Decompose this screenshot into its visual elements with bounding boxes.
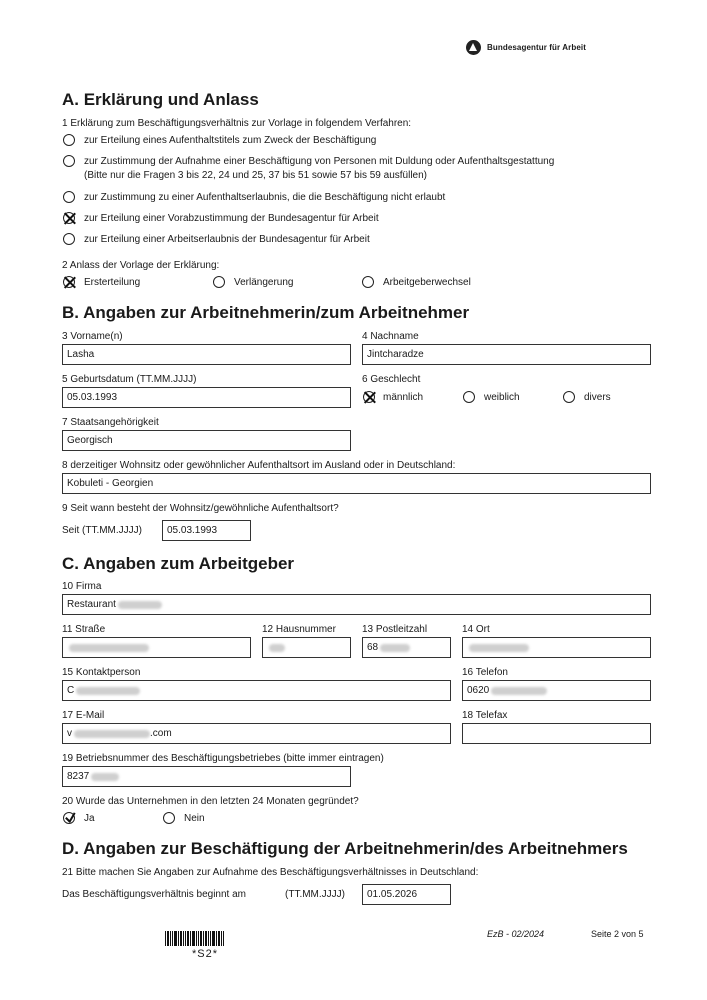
procedure-option-5-label: zur Erteilung einer Arbeitserlaubnis der Bundesagentur für Arbeit bbox=[84, 234, 370, 245]
barcode-bar bbox=[216, 931, 217, 946]
procedure-option-2-label: zur Zustimmung der Aufnahme einer Beschäftigung von Personen mit Duldung oder Aufenthaltsgestattung bbox=[84, 156, 555, 167]
reason-first-issue-radio[interactable] bbox=[63, 276, 75, 288]
procedure-option-3-radio[interactable] bbox=[63, 191, 75, 203]
nationality-label: 7 Staatsangehörigkeit bbox=[62, 417, 159, 428]
barcode-bar bbox=[223, 931, 224, 946]
redacted-mark bbox=[69, 644, 149, 652]
reason-first-issue-label: Ersterteilung bbox=[84, 277, 141, 288]
barcode-bar bbox=[208, 931, 209, 946]
question-1-label: 1 Erklärung zum Beschäftigungsverhältnis zur Vorlage in folgendem Verfahren: bbox=[62, 118, 412, 129]
agency-logo-icon bbox=[466, 40, 481, 55]
first-name-value: Lasha bbox=[67, 349, 95, 360]
founded-no-label: Nein bbox=[184, 813, 205, 824]
reason-employer-change-radio[interactable] bbox=[362, 276, 374, 288]
first-name-label: 3 Vorname(n) bbox=[62, 331, 123, 342]
barcode-bar bbox=[185, 931, 186, 946]
gender-diverse-radio[interactable] bbox=[563, 391, 575, 403]
section-a-title: A. Erklärung und Anlass bbox=[62, 90, 259, 109]
company-label: 10 Firma bbox=[62, 581, 102, 592]
dob-value: 05.03.1993 bbox=[67, 392, 118, 403]
procedure-option-3-label: zur Zustimmung zu einer Aufenthaltserlaubnis, die die Beschäftigung nicht erlaubt bbox=[84, 192, 446, 203]
zip-field[interactable] bbox=[362, 637, 451, 658]
redacted-mark bbox=[91, 773, 119, 781]
nationality-field[interactable] bbox=[62, 430, 351, 451]
founded-no-radio[interactable] bbox=[163, 812, 175, 824]
gender-diverse-label: divers bbox=[584, 392, 611, 403]
zip-value: 68 bbox=[367, 642, 379, 653]
residence-since-label: Seit (TT.MM.JJJJ) bbox=[62, 525, 142, 536]
betriebsnummer-field[interactable] bbox=[62, 766, 351, 787]
barcode-text: *S2* bbox=[192, 948, 219, 960]
reason-extension-label: Verlängerung bbox=[234, 277, 294, 288]
gender-female-label: weiblich bbox=[484, 392, 520, 403]
agency-logo-text: Bundesagentur für Arbeit bbox=[487, 43, 586, 52]
residence-value: Kobuleti - Georgien bbox=[67, 478, 154, 489]
procedure-option-4-label: zur Erteilung einer Vorabzustimmung der Bundesagentur für Arbeit bbox=[84, 213, 379, 224]
question-21-label: 21 Bitte machen Sie Angaben zur Aufnahme des Beschäftigungsverhältnisses in Deutschland: bbox=[62, 867, 479, 878]
city-field[interactable] bbox=[462, 637, 651, 658]
barcode-bar bbox=[183, 931, 184, 946]
redacted-mark bbox=[469, 644, 529, 652]
phone-value: 0620 bbox=[467, 685, 490, 696]
redacted-mark bbox=[491, 687, 547, 695]
barcode-bar bbox=[203, 931, 204, 946]
founded-yes-radio[interactable] bbox=[63, 812, 75, 824]
barcode-bar bbox=[196, 931, 197, 946]
employment-start-value: 01.05.2026 bbox=[367, 889, 418, 900]
barcode-bar bbox=[190, 931, 191, 946]
employment-start-field[interactable] bbox=[362, 884, 451, 905]
form-code: EzB - 02/2024 bbox=[487, 929, 545, 939]
section-d-title: D. Angaben zur Beschäftigung der Arbeitnehmerin/des Arbeitnehmers bbox=[62, 839, 628, 858]
phone-label: 16 Telefon bbox=[462, 667, 508, 678]
barcode-bar bbox=[172, 931, 173, 946]
email-value-start: v bbox=[67, 728, 72, 739]
street-label: 11 Straße bbox=[62, 624, 106, 635]
city-label: 14 Ort bbox=[462, 624, 490, 635]
redacted-mark bbox=[118, 601, 162, 609]
section-c-title: C. Angaben zum Arbeitgeber bbox=[62, 554, 295, 573]
dob-field[interactable] bbox=[62, 387, 351, 408]
contact-value: C bbox=[67, 685, 75, 696]
email-label: 17 E-Mail bbox=[62, 710, 105, 721]
founded-question: 20 Wurde das Unternehmen in den letzten 24 Monaten gegründet? bbox=[62, 796, 359, 807]
reason-employer-change-label: Arbeitgeberwechsel bbox=[383, 277, 471, 288]
residence-since-value: 05.03.1993 bbox=[167, 525, 218, 536]
gender-male-label: männlich bbox=[383, 392, 424, 403]
procedure-option-2-radio[interactable] bbox=[63, 155, 75, 167]
residence-since-question: 9 Seit wann besteht der Wohnsitz/gewöhnliche Aufenthaltsort? bbox=[62, 503, 339, 514]
email-field[interactable] bbox=[62, 723, 451, 744]
procedure-option-5-radio[interactable] bbox=[63, 233, 75, 245]
betriebsnummer-label: 19 Betriebsnummer des Beschäftigungsbetriebes (bitte immer eintragen) bbox=[62, 753, 384, 764]
employment-start-format: (TT.MM.JJJJ) bbox=[285, 889, 345, 900]
barcode-bar bbox=[170, 931, 171, 946]
barcode-bar bbox=[180, 931, 182, 946]
residence-label: 8 derzeitiger Wohnsitz oder gewöhnlicher Aufenthaltsort im Ausland oder in Deutschland: bbox=[62, 460, 456, 471]
barcode-bar bbox=[200, 931, 202, 946]
employment-start-label: Das Beschäftigungsverhältnis beginnt am bbox=[62, 889, 246, 900]
first-name-field[interactable] bbox=[62, 344, 351, 365]
redacted-mark bbox=[74, 730, 150, 738]
company-field[interactable] bbox=[62, 594, 651, 615]
zip-label: 13 Postleitzahl bbox=[362, 624, 428, 635]
gender-label: 6 Geschlecht bbox=[362, 374, 421, 385]
house-number-label: 12 Hausnummer bbox=[262, 624, 336, 635]
agency-logo bbox=[466, 40, 586, 55]
reason-extension-radio[interactable] bbox=[213, 276, 225, 288]
barcode bbox=[165, 931, 245, 946]
residence-since-field[interactable] bbox=[162, 520, 251, 541]
street-field[interactable] bbox=[62, 637, 251, 658]
barcode-bar bbox=[187, 931, 189, 946]
barcode-bar bbox=[218, 931, 220, 946]
barcode-bar bbox=[210, 931, 211, 946]
page-number: Seite 2 von 5 bbox=[591, 929, 644, 939]
gender-female-radio[interactable] bbox=[463, 391, 475, 403]
residence-field[interactable] bbox=[62, 473, 651, 494]
founded-yes-label: Ja bbox=[84, 813, 95, 824]
betriebsnummer-value: 8237 bbox=[67, 771, 90, 782]
redacted-mark bbox=[76, 687, 140, 695]
section-b-title: B. Angaben zur Arbeitnehmerin/zum Arbeitnehmer bbox=[62, 303, 470, 322]
barcode-bar bbox=[174, 931, 177, 946]
barcode-bar bbox=[221, 931, 222, 946]
contact-label: 15 Kontaktperson bbox=[62, 667, 141, 678]
email-value-end: .com bbox=[150, 728, 172, 739]
fax-label: 18 Telefax bbox=[462, 710, 508, 721]
barcode-bar bbox=[192, 931, 195, 946]
nationality-value: Georgisch bbox=[67, 435, 113, 446]
dob-label: 5 Geburtsdatum (TT.MM.JJJJ) bbox=[62, 374, 197, 385]
house-number-field[interactable] bbox=[262, 637, 351, 658]
gender-male-radio[interactable] bbox=[363, 391, 375, 403]
question-2-label: 2 Anlass der Vorlage der Erklärung: bbox=[62, 260, 220, 271]
procedure-option-1-radio[interactable] bbox=[63, 134, 75, 146]
barcode-bar bbox=[205, 931, 207, 946]
procedure-option-1-label: zur Erteilung eines Aufenthaltstitels zum Zweck der Beschäftigung bbox=[84, 135, 377, 146]
barcode-bar bbox=[198, 931, 199, 946]
last-name-field[interactable] bbox=[362, 344, 651, 365]
barcode-bar bbox=[167, 931, 169, 946]
barcode-bar bbox=[165, 931, 166, 946]
redacted-mark bbox=[380, 644, 410, 652]
fax-field[interactable] bbox=[462, 723, 651, 744]
barcode-bar bbox=[178, 931, 179, 946]
company-value: Restaurant bbox=[67, 599, 116, 610]
last-name-label: 4 Nachname bbox=[362, 331, 419, 342]
procedure-option-2-note: (Bitte nur die Fragen 3 bis 22, 24 und 25, 37 bis 51 sowie 57 bis 59 ausfüllen) bbox=[84, 170, 427, 181]
barcode-bar bbox=[212, 931, 215, 946]
redacted-mark bbox=[269, 644, 285, 652]
phone-field[interactable] bbox=[462, 680, 651, 701]
contact-field[interactable] bbox=[62, 680, 451, 701]
last-name-value: Jintcharadze bbox=[367, 349, 424, 360]
procedure-option-4-radio[interactable] bbox=[63, 212, 75, 224]
